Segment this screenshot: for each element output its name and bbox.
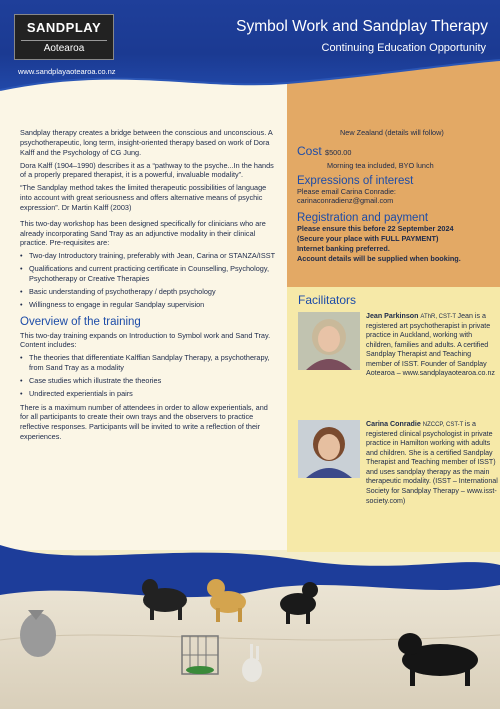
- website-link[interactable]: www.sandplayaotearoa.co.nz: [18, 67, 116, 76]
- list-item: • Two-day Introductory training, preferably with Jean, Carina or STANZA/ISST: [20, 251, 278, 261]
- content-list: [20, 353, 278, 398]
- logo-divider: [21, 40, 107, 41]
- sandplay-figurines-photo: [0, 540, 500, 709]
- registration-deadline: Please ensure this before 22 September 2024: [297, 224, 454, 234]
- registration-heading: Registration and payment: [297, 212, 429, 225]
- facilitator-name: Carina Conradie: [366, 420, 423, 428]
- logo-subtitle: Aotearoa: [43, 43, 85, 54]
- list-item: • Case studies which illustrate the theories: [20, 376, 278, 386]
- page-title: Symbol Work and Sandplay Therapy: [236, 18, 488, 35]
- workshop-paragraph: This two-day workshop has been designed specifically for clinicians who are already incorporating Sand Tray as an adjunctive modality in their clinical practice. Pre-requisites are:: [20, 218, 266, 248]
- interest-line: Please email Carina Conradie:: [297, 186, 396, 196]
- logo-title: SANDPLAY: [26, 20, 102, 35]
- list-item: • Qualifications and current practicing certificate in Counselling, Psychology, Psychotherapy or Creative Therapies: [20, 264, 278, 284]
- list-item: • Basic understanding of psychotherapy / depth psychology: [20, 287, 278, 297]
- facilitators-heading: Facilitators: [298, 293, 357, 307]
- facilitator-photo: [298, 420, 360, 478]
- header-wave: [0, 55, 500, 125]
- contact-email[interactable]: carinaconradienz@gmail.com: [297, 196, 394, 206]
- registration-banking-note: Internet banking preferred.: [297, 243, 390, 253]
- facilitator-photo: [298, 312, 360, 370]
- where-value-line2: New Zealand (details will follow): [340, 128, 444, 138]
- cost-value: $500.00: [325, 147, 352, 157]
- facilitator-credentials: AThR, CST-T: [420, 314, 458, 320]
- cost-label: Cost: [297, 143, 326, 158]
- kalff-quote-paragraph: Dora Kalff (1904–1990) describes it as a “pathway to the psyche...In the hands of a properly prepared therapist, it is a powerful, invaluable modality”.: [20, 160, 274, 180]
- list-item: • Willingness to engage in regular Sandplay supervision: [20, 300, 278, 310]
- facilitators-panel: [287, 287, 500, 552]
- intro-paragraph: Sandplay therapy creates a bridge between the conscious and unconscious. A psychotherapeutic, long term, insight-oriented therapy based on work of Dora Kalff and the Psychology of CG Jung.: [20, 128, 273, 157]
- overview-heading: Overview of the training: [20, 315, 141, 328]
- cost-note: Morning tea included, BYO lunch: [327, 161, 434, 171]
- page-subtitle: Continuing Education Opportunity: [321, 42, 486, 54]
- facilitator-bio: Jean is a registered art psychotherapist in private practice in Auckland, working with children, families and adults. A certified Sandplay Therapist and Teaching member of ISST. Founder of Sandplay Aotearoa – www.sandplayaotearoa.co.nz: [366, 312, 495, 378]
- registration-account-note: Account details will be supplied when booking.: [297, 253, 461, 263]
- facilitator-bio: is a registered clinical psychologist in private practice in Hamilton working with adults and children. She is a certified Sandplay Therapist and Teaching member of ISST) and uses sandplay therapy as the main therapeutic modality. (ISST – International Society for Sandplay Therapy – www.isst-society.com): [366, 420, 498, 505]
- closing-paragraph: There is a maximum number of attendees in order to allow experientials, and for all participants to create their own trays and the observers to practice reflective responses. Participants will be invited to write a reflection of their experiences.: [20, 402, 268, 442]
- list-item: • Undirected experientials in pairs: [20, 389, 278, 399]
- list-item: • The theories that differentiate Kalffian Sandplay Therapy, a psychotherapy, from Sand Tray as a modality: [20, 353, 278, 373]
- registration-payment-note: (Secure your place with FULL PAYMENT): [297, 234, 439, 244]
- facilitator-name: Jean Parkinson: [366, 312, 421, 320]
- interest-heading: Expressions of interest: [297, 174, 414, 187]
- prerequisites-list: [20, 251, 278, 309]
- martin-kalff-quote: “The Sandplay method takes the limited therapeutic possibilities of language into account with great seriousness and offers alternative means of psychic expression”. Dr Martin Kalff (2003): [20, 183, 267, 212]
- facilitator-credentials: NZCCP, CST-T: [422, 422, 465, 428]
- course-description-panel: [0, 90, 287, 550]
- overview-paragraph: This two-day training expands on Introduction to Symbol work and Sand Tray. Content includes:: [20, 330, 271, 350]
- sandplay-logo: [14, 14, 114, 60]
